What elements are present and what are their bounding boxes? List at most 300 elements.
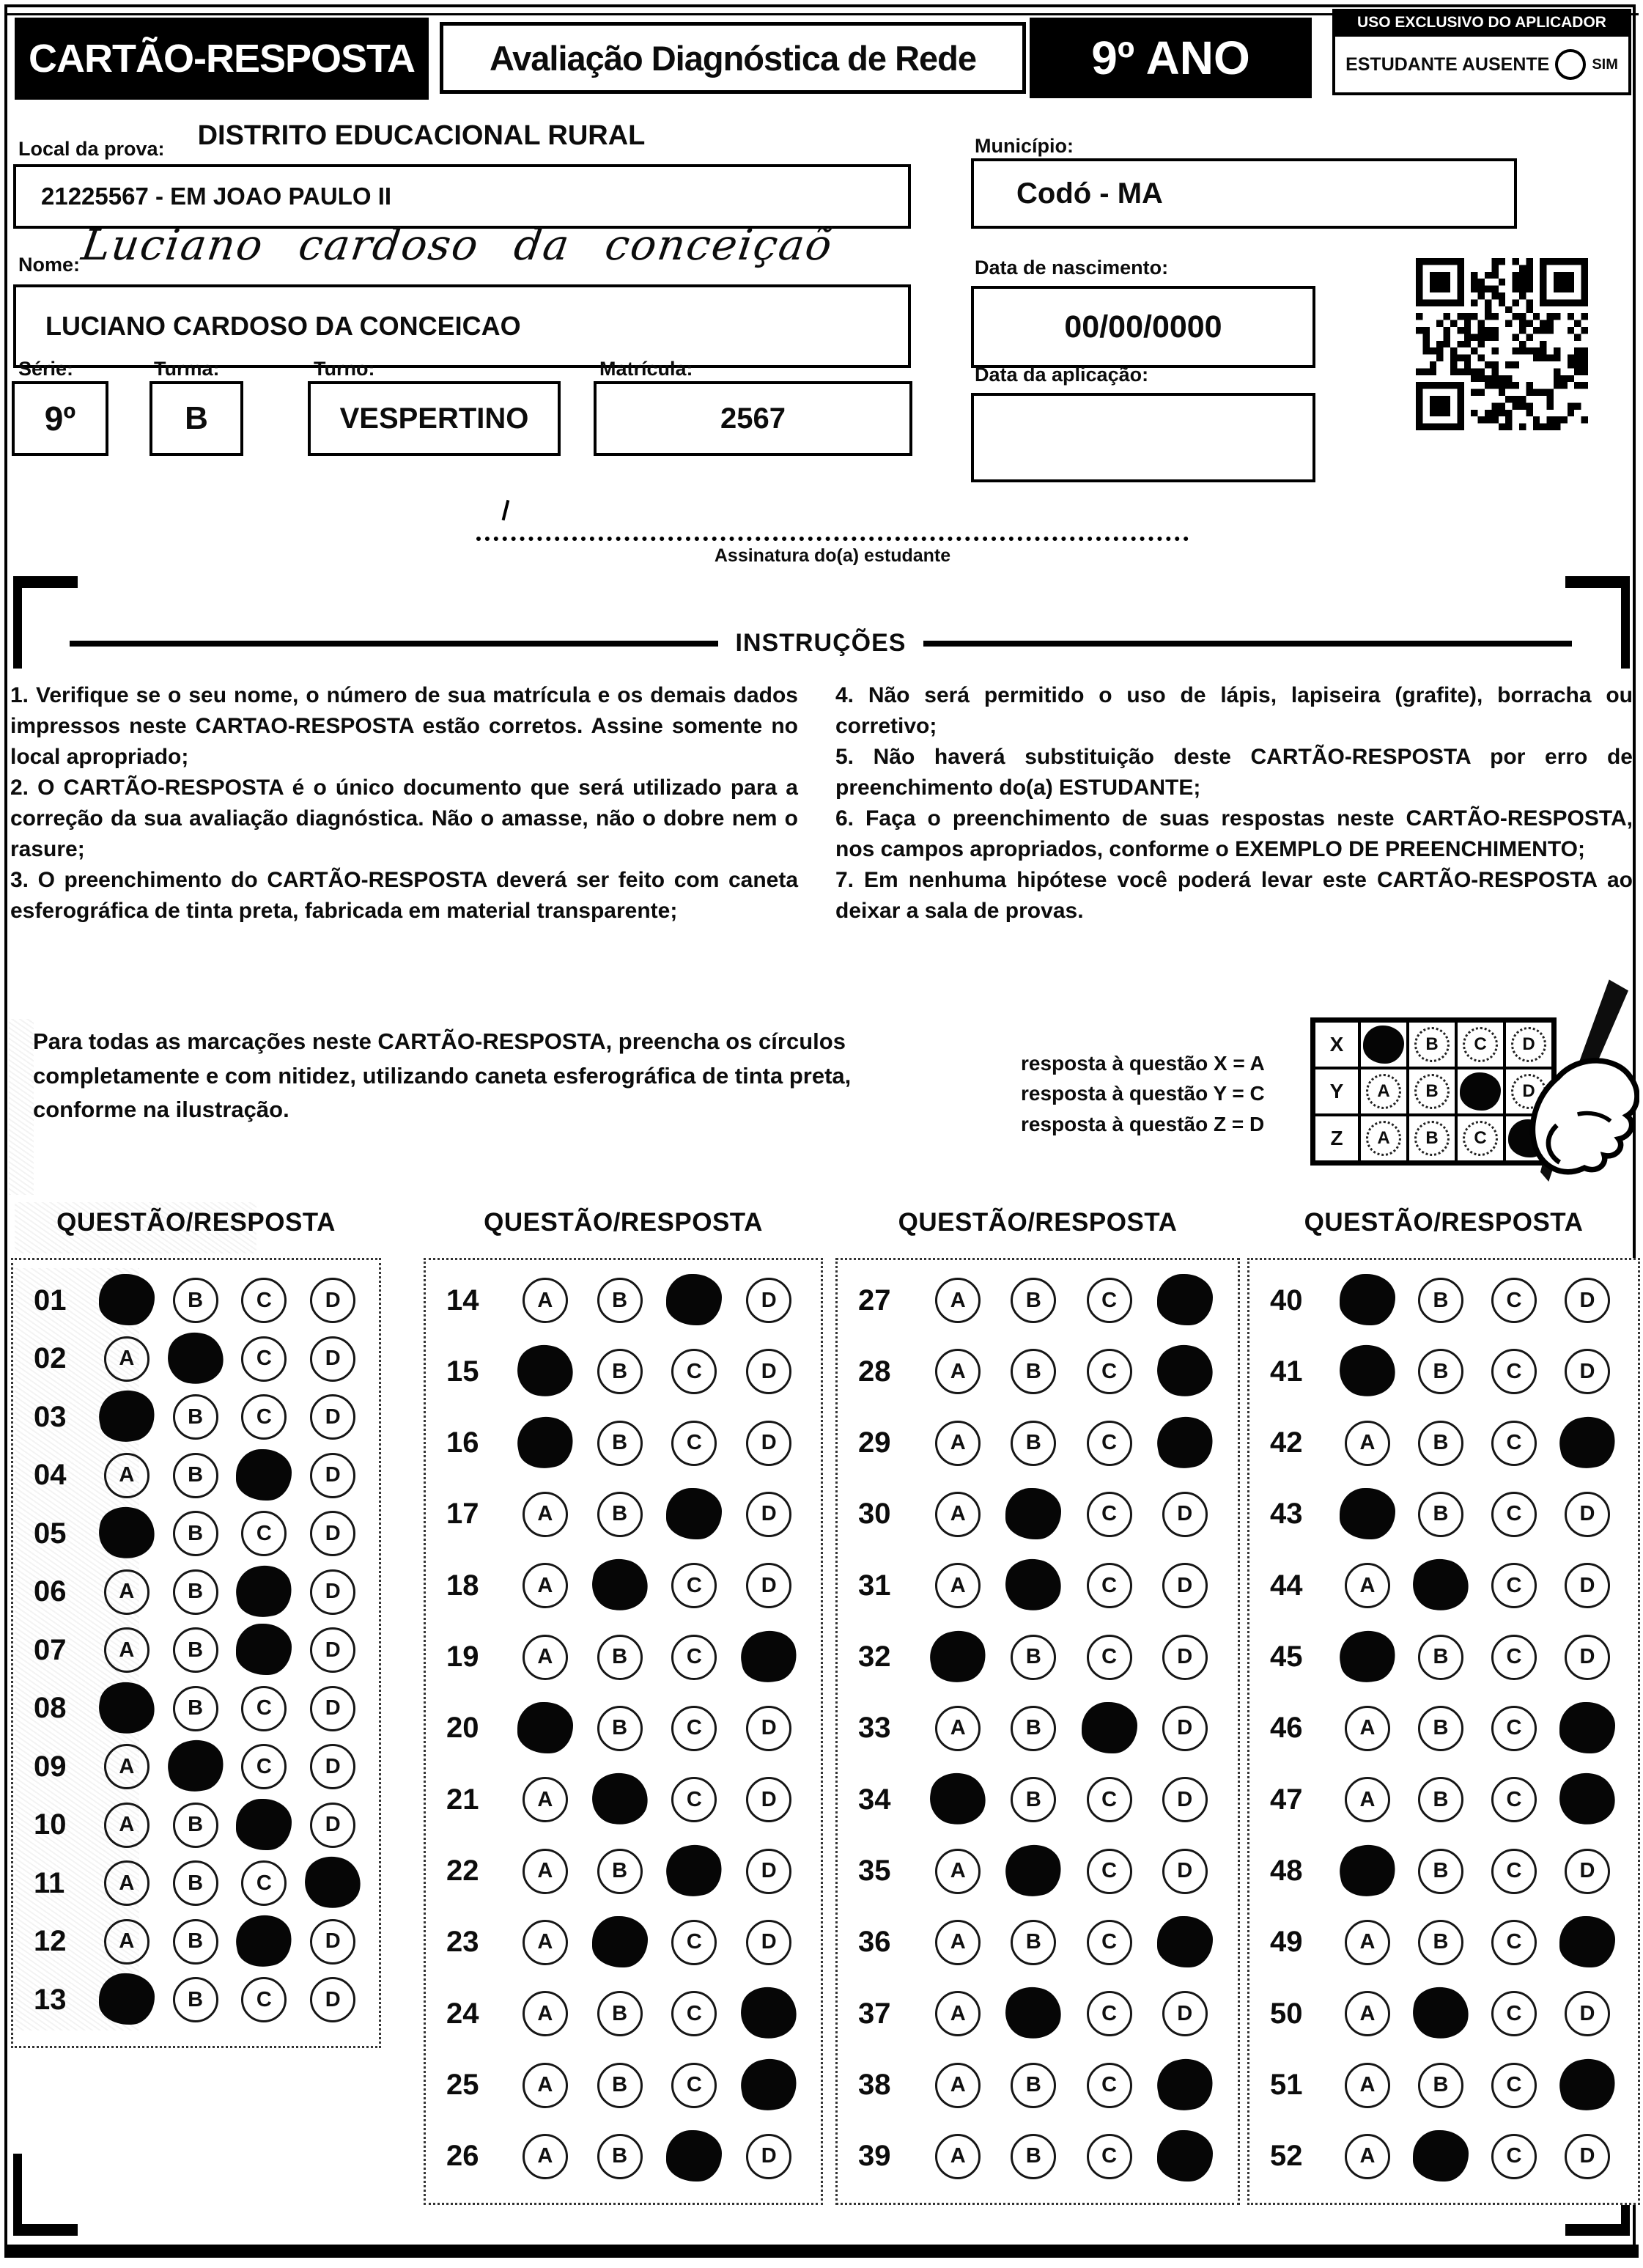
bubble-letter: A (537, 1573, 553, 1597)
answer-bubble-35-C[interactable] (1087, 1849, 1132, 1894)
answer-bubble-17-A[interactable] (523, 1492, 568, 1537)
question-number: 49 (1270, 1926, 1303, 1959)
answer-bubble-40-B[interactable] (1418, 1278, 1463, 1323)
answer-bubble-41-A[interactable] (1345, 1349, 1390, 1394)
answer-bubble-19-B[interactable] (597, 1635, 643, 1680)
answer-bubble-02-A[interactable] (104, 1336, 149, 1382)
answer-bubble-04-B[interactable] (173, 1453, 218, 1498)
answer-bubble-32-B[interactable] (1011, 1635, 1056, 1680)
bubble-letter: B (612, 1431, 628, 1455)
answer-bubble-29-C[interactable] (1087, 1421, 1132, 1466)
answer-bubble-32-C[interactable] (1087, 1635, 1132, 1680)
answer-bubble-10-D[interactable] (310, 1803, 355, 1848)
answer-bubble-41-D[interactable] (1565, 1349, 1610, 1394)
bubble-letter: B (1025, 1359, 1041, 1383)
answer-bubble-03-B[interactable] (173, 1394, 218, 1440)
example-bubble-X-A (1363, 1026, 1404, 1064)
answer-bubble-03-C[interactable] (241, 1394, 287, 1440)
answer-bubble-05-C[interactable] (241, 1511, 287, 1556)
answer-bubble-45-A[interactable] (1345, 1635, 1390, 1680)
answer-bubble-45-D[interactable] (1565, 1635, 1610, 1680)
answer-bubble-33-B[interactable] (1011, 1706, 1056, 1751)
question-row-23 (426, 1918, 821, 1967)
answer-bubble-36-C[interactable] (1087, 1920, 1132, 1965)
answer-bubble-31-D[interactable] (1162, 1563, 1208, 1608)
answer-bubble-52-A[interactable] (1345, 2134, 1390, 2179)
question-number: 17 (446, 1498, 479, 1531)
answer-bubble-39-B[interactable] (1011, 2134, 1056, 2179)
answer-bubble-37-A[interactable] (935, 1991, 981, 2036)
answer-bubble-49-B[interactable] (1418, 1920, 1463, 1965)
answer-bubble-05-B[interactable] (173, 1511, 218, 1556)
answer-bubble-08-D[interactable] (310, 1686, 355, 1731)
answer-bubble-20-B[interactable] (597, 1706, 643, 1751)
answer-bubble-32-D[interactable] (1162, 1635, 1208, 1680)
answer-bubble-43-B[interactable] (1418, 1492, 1463, 1537)
answer-bubble-18-A[interactable] (523, 1563, 568, 1608)
answer-bubble-25-D[interactable] (746, 2063, 791, 2108)
answer-bubble-48-B[interactable] (1418, 1849, 1463, 1894)
bubble-letter: A (1359, 2001, 1376, 2025)
answer-bubble-15-C[interactable] (671, 1349, 717, 1394)
answer-bubble-30-B[interactable] (1011, 1492, 1056, 1537)
answer-bubble-48-D[interactable] (1565, 1849, 1610, 1894)
answer-bubble-12-B[interactable] (173, 1919, 218, 1965)
answer-bubble-19-C[interactable] (671, 1635, 717, 1680)
answer-bubble-41-B[interactable] (1418, 1349, 1463, 1394)
answer-bubble-08-A[interactable] (104, 1686, 149, 1731)
answer-bubble-13-D[interactable] (310, 1977, 355, 2022)
question-number: 07 (34, 1633, 67, 1666)
answer-bubble-24-C[interactable] (671, 1991, 717, 2036)
answer-bubble-16-C[interactable] (671, 1421, 717, 1466)
answer-bubble-10-B[interactable] (173, 1803, 218, 1848)
answer-bubble-17-D[interactable] (746, 1492, 791, 1537)
answer-bubble-22-D[interactable] (746, 1849, 791, 1894)
answer-bubble-29-D[interactable] (1162, 1421, 1208, 1466)
answer-bubble-42-B[interactable] (1418, 1421, 1463, 1466)
absent-option-circle[interactable] (1555, 49, 1586, 80)
bubble-letter: C (1506, 2073, 1522, 2097)
question-row-42 (1249, 1419, 1638, 1468)
answer-bubble-49-D[interactable] (1565, 1920, 1610, 1965)
question-row-06 (13, 1568, 379, 1616)
bubble-letter: A (537, 2144, 553, 2168)
answer-bubble-04-D[interactable] (310, 1453, 355, 1498)
answer-bubble-37-B[interactable] (1011, 1991, 1056, 2036)
answer-bubble-17-B[interactable] (597, 1492, 643, 1537)
answer-bubble-46-B[interactable] (1418, 1706, 1463, 1751)
answer-bubble-31-C[interactable] (1087, 1563, 1132, 1608)
answer-bubble-47-D[interactable] (1565, 1777, 1610, 1822)
answer-bubble-31-A[interactable] (935, 1563, 981, 1608)
answer-bubble-01-A[interactable] (104, 1278, 149, 1323)
bubble-letter: C (686, 2073, 702, 2097)
question-number: 42 (1270, 1426, 1303, 1459)
bubble-letter: D (1579, 1359, 1595, 1383)
answer-bubble-38-A[interactable] (935, 2063, 981, 2108)
answer-bubble-39-C[interactable] (1087, 2134, 1132, 2179)
example-bubble-letter: B (1425, 1081, 1439, 1101)
answer-bubble-14-A[interactable] (523, 1278, 568, 1323)
answer-bubble-11-C[interactable] (241, 1860, 287, 1906)
column-header-3: QUESTÃO/RESPOSTA (898, 1208, 1178, 1237)
bubble-letter: C (686, 1431, 702, 1455)
answer-bubble-28-B[interactable] (1011, 1349, 1056, 1394)
answer-bubble-18-C[interactable] (671, 1563, 717, 1608)
bubble-letter: B (188, 1638, 204, 1662)
answer-bubble-47-C[interactable] (1491, 1777, 1537, 1822)
answer-bubble-22-A[interactable] (523, 1849, 568, 1894)
question-number: 45 (1270, 1641, 1303, 1674)
answer-bubble-23-A[interactable] (523, 1920, 568, 1965)
bubble-letter: D (761, 1859, 777, 1883)
answer-bubble-43-D[interactable] (1565, 1492, 1610, 1537)
answer-bubble-13-A[interactable] (104, 1977, 149, 2022)
question-row-07 (13, 1626, 379, 1674)
answer-bubble-38-D[interactable] (1162, 2063, 1208, 2108)
bubble-letter: D (1579, 1859, 1595, 1883)
answer-bubble-15-A[interactable] (523, 1349, 568, 1394)
answer-bubble-33-C[interactable] (1087, 1706, 1132, 1751)
instruction-item-4: 4. Não será permitido o uso de lápis, lapiseira (grafite), borracha ou corretivo; (835, 683, 1633, 738)
answer-bubble-29-A[interactable] (935, 1421, 981, 1466)
answer-bubble-01-B[interactable] (173, 1278, 218, 1323)
answer-bubble-12-A[interactable] (104, 1919, 149, 1965)
answer-bubble-27-D[interactable] (1162, 1278, 1208, 1323)
answer-bubble-51-C[interactable] (1491, 2063, 1537, 2108)
answer-bubble-40-C[interactable] (1491, 1278, 1537, 1323)
answer-bubble-35-B[interactable] (1011, 1849, 1056, 1894)
answer-bubble-48-A[interactable] (1345, 1849, 1390, 1894)
question-row-32 (838, 1633, 1238, 1682)
answer-bubble-28-D[interactable] (1162, 1349, 1208, 1394)
signature-line[interactable] (476, 513, 1189, 541)
answer-bubble-26-B[interactable] (597, 2134, 643, 2179)
answer-bubble-44-D[interactable] (1565, 1563, 1610, 1608)
answer-bubble-02-D[interactable] (310, 1336, 355, 1382)
answer-bubble-24-A[interactable] (523, 1991, 568, 2036)
answer-bubble-44-B[interactable] (1418, 1563, 1463, 1608)
instruction-item-7: 7. Em nenhuma hipótese você poderá levar este CARTÃO-RESPOSTA ao deixar a sala de provas. (835, 868, 1633, 923)
bubble-letter: D (761, 1502, 777, 1526)
bubble-letter: B (1025, 1645, 1041, 1669)
bubble-letter: A (537, 2001, 553, 2025)
answer-bubble-50-C[interactable] (1491, 1991, 1537, 2036)
answer-bubble-05-D[interactable] (310, 1511, 355, 1556)
bubble-letter: C (1101, 1787, 1118, 1811)
answer-bubble-08-C[interactable] (241, 1686, 287, 1731)
answer-bubble-07-B[interactable] (173, 1627, 218, 1673)
bubble-letter: A (1359, 2144, 1376, 2168)
answer-bubble-40-A[interactable] (1345, 1278, 1390, 1323)
bubble-letter: D (325, 1347, 341, 1370)
answer-bubble-46-C[interactable] (1491, 1706, 1537, 1751)
question-row-20 (426, 1704, 821, 1753)
answer-bubble-48-C[interactable] (1491, 1849, 1537, 1894)
answer-bubble-21-C[interactable] (671, 1777, 717, 1822)
answer-bubble-25-C[interactable] (671, 2063, 717, 2108)
answer-bubble-24-D[interactable] (746, 1991, 791, 2036)
answer-bubble-27-B[interactable] (1011, 1278, 1056, 1323)
bubble-letter: B (1025, 2073, 1041, 2097)
answer-bubble-39-D[interactable] (1162, 2134, 1208, 2179)
bubble-letter: D (761, 1716, 777, 1740)
answer-bubble-23-D[interactable] (746, 1920, 791, 1965)
bubble-letter: B (612, 2073, 628, 2097)
answer-bubble-21-A[interactable] (523, 1777, 568, 1822)
answer-bubble-42-C[interactable] (1491, 1421, 1537, 1466)
bubble-letter: B (1025, 1431, 1041, 1455)
answer-bubble-33-D[interactable] (1162, 1706, 1208, 1751)
answer-bubble-22-C[interactable] (671, 1849, 717, 1894)
answer-bubble-13-C[interactable] (241, 1977, 287, 2022)
answer-bubble-34-C[interactable] (1087, 1777, 1132, 1822)
question-number: 27 (858, 1284, 891, 1317)
bubble-letter: A (1359, 1787, 1376, 1811)
bubble-letter: C (1506, 1859, 1522, 1883)
question-number: 22 (446, 1855, 479, 1888)
question-row-52 (1249, 2132, 1638, 2181)
answer-bubble-02-C[interactable] (241, 1336, 287, 1382)
question-number: 05 (34, 1517, 67, 1550)
example-bubble-letter: C (1474, 1128, 1487, 1148)
answer-bubble-50-B[interactable] (1418, 1991, 1463, 2036)
answer-bubble-06-A[interactable] (104, 1569, 149, 1615)
question-row-26 (426, 2132, 821, 2181)
bubble-letter: A (950, 2073, 966, 2097)
answer-bubble-47-B[interactable] (1418, 1777, 1463, 1822)
bubble-letter: D (325, 1463, 341, 1487)
answer-bubble-09-A[interactable] (104, 1744, 149, 1789)
answer-bubble-24-B[interactable] (597, 1991, 643, 2036)
answer-bubble-08-B[interactable] (173, 1686, 218, 1731)
answer-bubble-44-A[interactable] (1345, 1563, 1390, 1608)
answer-bubble-39-A[interactable] (935, 2134, 981, 2179)
local-da-prova-label: Local da prova: (18, 138, 165, 160)
answer-bubble-44-C[interactable] (1491, 1563, 1537, 1608)
answer-bubble-13-B[interactable] (173, 1977, 218, 2022)
grade-text: 9º ANO (1091, 32, 1250, 84)
answer-bubble-16-D[interactable] (746, 1421, 791, 1466)
question-number: 47 (1270, 1783, 1303, 1816)
answer-bubble-30-C[interactable] (1087, 1492, 1132, 1537)
answer-bubble-26-C[interactable] (671, 2134, 717, 2179)
answer-bubble-21-B[interactable] (597, 1777, 643, 1822)
bubble-letter: D (1579, 1645, 1595, 1669)
answer-bubble-38-B[interactable] (1011, 2063, 1056, 2108)
answer-bubble-52-C[interactable] (1491, 2134, 1537, 2179)
answer-bubble-27-A[interactable] (935, 1278, 981, 1323)
answer-bubble-26-A[interactable] (523, 2134, 568, 2179)
answer-bubble-01-C[interactable] (241, 1278, 287, 1323)
answer-bubble-42-D[interactable] (1565, 1421, 1610, 1466)
question-number: 14 (446, 1284, 479, 1317)
answer-bubble-37-C[interactable] (1087, 1991, 1132, 2036)
answer-bubble-46-A[interactable] (1345, 1706, 1390, 1751)
answer-bubble-31-B[interactable] (1011, 1563, 1056, 1608)
answer-bubble-18-B[interactable] (597, 1563, 643, 1608)
bubble-letter: D (325, 1288, 341, 1312)
answer-bubble-29-B[interactable] (1011, 1421, 1056, 1466)
answer-bubble-32-A[interactable] (935, 1635, 981, 1680)
example-bubble-X-B (1414, 1027, 1450, 1062)
answer-bubble-22-B[interactable] (597, 1849, 643, 1894)
answer-bubble-23-B[interactable] (597, 1920, 643, 1965)
answer-bubble-46-D[interactable] (1565, 1706, 1610, 1751)
answer-bubble-14-C[interactable] (671, 1278, 717, 1323)
bubble-letter: D (1177, 1502, 1193, 1526)
answer-bubble-34-B[interactable] (1011, 1777, 1056, 1822)
example-legend (1021, 1048, 1314, 1139)
instructions-header (70, 629, 1572, 658)
legend-line-z: resposta à questão Z = D (1021, 1112, 1265, 1135)
answer-bubble-30-A[interactable] (935, 1492, 981, 1537)
answer-bubble-34-A[interactable] (935, 1777, 981, 1822)
answer-bubble-47-A[interactable] (1345, 1777, 1390, 1822)
student-name-value: LUCIANO CARDOSO DA CONCEICAO (45, 311, 521, 341)
bubble-letter: C (686, 1930, 702, 1954)
bubble-letter: B (188, 1288, 204, 1312)
question-number: 44 (1270, 1569, 1303, 1602)
answer-bubble-42-A[interactable] (1345, 1421, 1390, 1466)
answer-bubble-19-D[interactable] (746, 1635, 791, 1680)
answer-bubble-11-D[interactable] (310, 1860, 355, 1906)
bubble-letter: A (950, 1859, 966, 1883)
answer-bubble-04-C[interactable] (241, 1453, 287, 1498)
answer-bubble-35-A[interactable] (935, 1849, 981, 1894)
turma-field (149, 381, 243, 456)
answer-bubble-36-B[interactable] (1011, 1920, 1056, 1965)
answer-bubble-10-A[interactable] (104, 1803, 149, 1848)
answer-bubble-27-C[interactable] (1087, 1278, 1132, 1323)
answer-bubble-20-A[interactable] (523, 1706, 568, 1751)
answer-bubble-09-D[interactable] (310, 1744, 355, 1789)
question-number: 46 (1270, 1712, 1303, 1745)
question-row-40 (1249, 1276, 1638, 1325)
answer-bubble-52-B[interactable] (1418, 2134, 1463, 2179)
answer-bubble-50-A[interactable] (1345, 1991, 1390, 2036)
answer-bubble-28-C[interactable] (1087, 1349, 1132, 1394)
question-number: 30 (858, 1498, 891, 1531)
answer-bubble-36-A[interactable] (935, 1920, 981, 1965)
bubble-letter: D (761, 1787, 777, 1811)
answer-bubble-36-D[interactable] (1162, 1920, 1208, 1965)
answer-bubble-11-A[interactable] (104, 1860, 149, 1906)
answer-bubble-26-D[interactable] (746, 2134, 791, 2179)
answer-bubble-04-A[interactable] (104, 1453, 149, 1498)
answer-bubble-51-B[interactable] (1418, 2063, 1463, 2108)
answer-bubble-25-A[interactable] (523, 2063, 568, 2108)
answer-bubble-05-A[interactable] (104, 1511, 149, 1556)
bubble-letter: B (1433, 1787, 1449, 1811)
answer-bubble-35-D[interactable] (1162, 1849, 1208, 1894)
answer-bubble-49-A[interactable] (1345, 1920, 1390, 1965)
answer-bubble-33-A[interactable] (935, 1706, 981, 1751)
answer-bubble-12-C[interactable] (241, 1919, 287, 1965)
answer-bubble-10-C[interactable] (241, 1803, 287, 1848)
answer-bubble-06-B[interactable] (173, 1569, 218, 1615)
answer-bubble-14-D[interactable] (746, 1278, 791, 1323)
question-row-29 (838, 1419, 1238, 1468)
answer-bubble-41-C[interactable] (1491, 1349, 1537, 1394)
answer-bubble-30-D[interactable] (1162, 1492, 1208, 1537)
serie-value: 9º (44, 400, 76, 438)
answer-bubble-16-B[interactable] (597, 1421, 643, 1466)
answer-bubble-18-D[interactable] (746, 1563, 791, 1608)
answer-bubble-51-A[interactable] (1345, 2063, 1390, 2108)
answer-bubble-20-C[interactable] (671, 1706, 717, 1751)
bubble-letter: C (1101, 1859, 1118, 1883)
answer-bubble-03-A[interactable] (104, 1394, 149, 1440)
answer-bubble-06-D[interactable] (310, 1569, 355, 1615)
bubble-letter: C (1506, 1645, 1522, 1669)
answer-bubble-43-C[interactable] (1491, 1492, 1537, 1537)
answer-bubble-02-B[interactable] (173, 1336, 218, 1382)
answer-bubble-19-A[interactable] (523, 1635, 568, 1680)
answer-bubble-15-D[interactable] (746, 1349, 791, 1394)
answer-bubble-45-C[interactable] (1491, 1635, 1537, 1680)
answer-bubble-11-B[interactable] (173, 1860, 218, 1906)
turno-label: Turno: (314, 358, 375, 380)
answer-bubble-07-D[interactable] (310, 1627, 355, 1673)
answer-bubble-21-D[interactable] (746, 1777, 791, 1822)
municipio-field (971, 158, 1517, 229)
answer-bubble-23-C[interactable] (671, 1920, 717, 1965)
answer-bubble-40-D[interactable] (1565, 1278, 1610, 1323)
exam-name (440, 22, 1026, 94)
bubble-letter: A (119, 1813, 135, 1836)
answer-bubble-07-A[interactable] (104, 1627, 149, 1673)
answer-bubble-34-D[interactable] (1162, 1777, 1208, 1822)
instructions-title: INSTRUÇÕES (735, 629, 907, 657)
answer-bubble-09-C[interactable] (241, 1744, 287, 1789)
answer-bubble-17-C[interactable] (671, 1492, 717, 1537)
answer-bubble-16-A[interactable] (523, 1421, 568, 1466)
answer-bubble-51-D[interactable] (1565, 2063, 1610, 2108)
answer-bubble-28-A[interactable] (935, 1349, 981, 1394)
answer-bubble-07-C[interactable] (241, 1627, 287, 1673)
answer-bubble-49-C[interactable] (1491, 1920, 1537, 1965)
bubble-letter: B (1433, 1859, 1449, 1883)
question-number: 10 (34, 1808, 67, 1841)
answer-bubble-15-B[interactable] (597, 1349, 643, 1394)
school-field (13, 164, 911, 229)
bubble-letter: C (686, 1359, 702, 1383)
answer-bubble-52-D[interactable] (1565, 2134, 1610, 2179)
answer-bubble-43-A[interactable] (1345, 1492, 1390, 1537)
bubble-letter: A (537, 1930, 553, 1954)
answer-bubble-38-C[interactable] (1087, 2063, 1132, 2108)
answer-bubble-03-D[interactable] (310, 1394, 355, 1440)
answer-bubble-45-B[interactable] (1418, 1635, 1463, 1680)
question-row-24 (426, 1989, 821, 2038)
answer-bubble-01-D[interactable] (310, 1278, 355, 1323)
answer-bubble-37-D[interactable] (1162, 1991, 1208, 2036)
answer-bubble-09-B[interactable] (173, 1744, 218, 1789)
bubble-letter: A (537, 1859, 553, 1883)
bubble-letter: D (325, 1754, 341, 1778)
matricula-field (594, 381, 912, 456)
example-cell-X-B (1408, 1021, 1456, 1068)
answer-bubble-12-D[interactable] (310, 1919, 355, 1965)
answer-bubble-14-B[interactable] (597, 1278, 643, 1323)
answer-bubble-25-B[interactable] (597, 2063, 643, 2108)
school-value: 21225567 - EM JOAO PAULO II (41, 183, 392, 210)
answer-bubble-20-D[interactable] (746, 1706, 791, 1751)
answer-bubble-06-C[interactable] (241, 1569, 287, 1615)
answer-bubble-50-D[interactable] (1565, 1991, 1610, 2036)
